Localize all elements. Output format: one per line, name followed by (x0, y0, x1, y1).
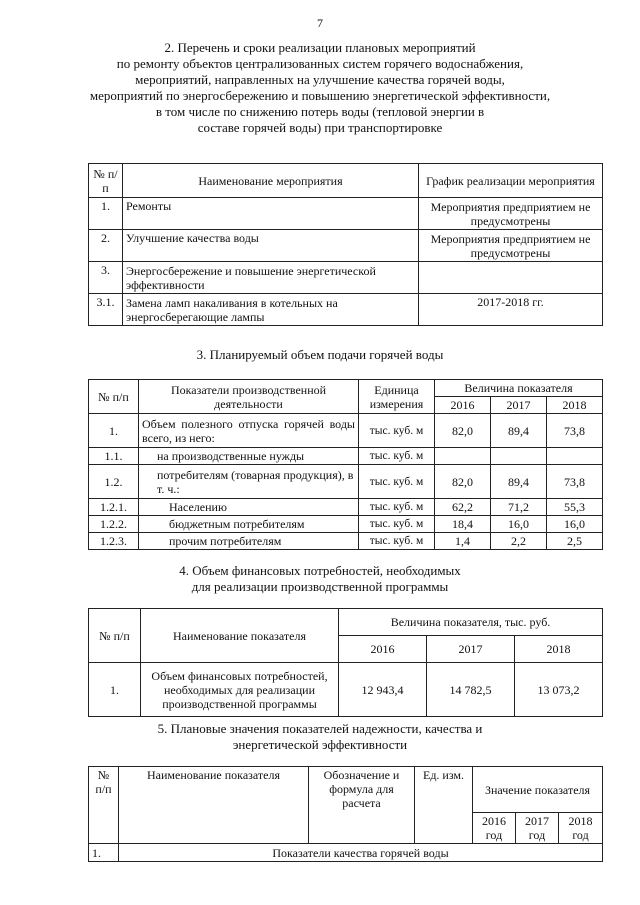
section3-title: 3. Планируемый объем подачи горячей воды (196, 347, 444, 362)
col-2018: 2018 (515, 636, 603, 663)
col-formula: Обозначение и формула для расчета (309, 767, 415, 844)
table-row: 1.2.1. Населению тыс. куб. м 62,2 71,2 55,3 (89, 499, 603, 516)
col-2017: 2017 год (516, 813, 559, 844)
col-2016: 2016 год (473, 813, 516, 844)
table-header-row (89, 164, 603, 198)
activities-table (88, 163, 603, 326)
reliability-indicators-table (88, 766, 603, 862)
table-row: 2. Улучшение качества воды Мероприятия предприятием не предусмотрены (89, 230, 603, 262)
col-unit: Единица измерения (359, 380, 435, 414)
financial-needs-table (88, 608, 603, 717)
col-schedule: График реализации мероприятия (419, 164, 603, 198)
col-value: Значение показателя (473, 767, 603, 813)
col-name: Наименование мероприятия (123, 164, 419, 198)
col-num: № п/п (89, 380, 139, 414)
col-unit: Ед. изм. (415, 767, 473, 844)
col-num: № п/п (89, 164, 123, 198)
table-row: 1.2.2. бюджетным потребителям тыс. куб. м 18,4 16,0 16,0 (89, 516, 603, 533)
hot-water-supply-table (88, 379, 603, 550)
col-value: Величина показателя, тыс. руб. (339, 609, 603, 636)
page-number: 7 (317, 16, 323, 30)
group-row-title: Показатели качества горячей воды (119, 844, 603, 862)
table-row: 3. Энергосбережение и повышение энергетической эффективности (89, 262, 603, 294)
section2-title: 2. Перечень и сроки реализации плановых мероприятий по ремонту объектов централизованных систем горячего водоснабжения, мероприятий, направленных на улучшение качества горячей воды, мероприятий по энергосбережению и повышению энергетической эффективности, в том числе по снижению потерь воды (тепловой энергии в составе горячей воды) при транспортировке (89, 40, 551, 135)
table-row: 3.1. Замена ламп накаливания в котельных на энергосберегающие лампы 2017-2018 гг. (89, 294, 603, 326)
col-2018: 2018 год (559, 813, 603, 844)
table-row: 1.1. на производственные нужды тыс. куб. м (89, 448, 603, 465)
table-header-row (89, 609, 603, 636)
col-name: Наименование показателя (141, 609, 339, 663)
col-num: № п/п (89, 609, 141, 663)
col-2017: 2017 (427, 636, 515, 663)
col-name: Наименование показателя (119, 767, 309, 844)
col-2016: 2016 (339, 636, 427, 663)
col-value: Величина показателя (435, 380, 603, 397)
table-row: 1. Объем полезного отпуска горячей воды всего, из него: тыс. куб. м 82,0 89,4 73,8 (89, 414, 603, 448)
col-num: № п/п (89, 767, 119, 844)
col-indicator: Показатели производственной деятельности (139, 380, 359, 414)
table-row: 1.2. потребителям (товарная продукция), в т. ч.: тыс. куб. м 82,0 89,4 73,8 (89, 465, 603, 499)
table-header-row (89, 380, 603, 397)
col-2018: 2018 (547, 397, 603, 414)
section5-title: 5. Плановые значения показателей надежности, качества и энергетической эффективности (157, 721, 483, 752)
col-2017: 2017 (491, 397, 547, 414)
table-row: 1. Ремонты Мероприятия предприятием не предусмотрены (89, 198, 603, 230)
table-header-row (89, 767, 603, 813)
col-2016: 2016 (435, 397, 491, 414)
section4-title: 4. Объем финансовых потребностей, необходимых для реализации производственной программы (179, 563, 461, 594)
table-row: 1.2.3. прочим потребителям тыс. куб. м 1,4 2,2 2,5 (89, 533, 603, 550)
table-row: 1. Объем финансовых потребностей, необходимых для реализации производственной программы 12 943,4 14 782,5 13 073,2 (89, 663, 603, 717)
table-row: 1. Показатели качества горячей воды (89, 844, 603, 862)
